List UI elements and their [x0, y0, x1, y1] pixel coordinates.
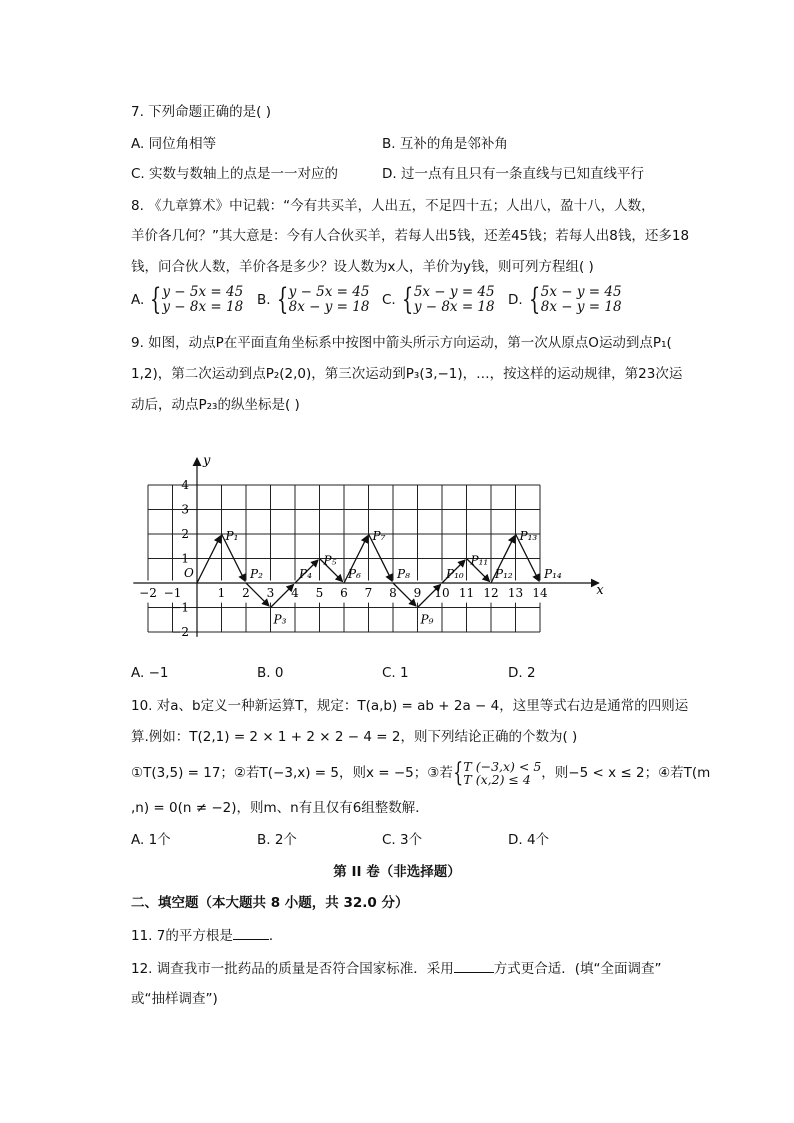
q8-option-c	[382, 282, 495, 317]
point-label: P₂	[250, 567, 263, 581]
q8-option-b	[257, 282, 370, 317]
y-tick-label: −2	[171, 625, 189, 639]
equation-pair	[414, 285, 495, 315]
x-tick-label: 3	[266, 586, 275, 600]
q8-line-1: 8. 《九章算术》中记载：“今有共买羊，人出五，不足四十五；人出八，盈十八，人数，	[131, 198, 655, 214]
point-label: P₆	[348, 567, 361, 581]
q8-option-a	[131, 282, 244, 317]
option-label: C.	[382, 292, 396, 308]
q10-line-3	[131, 760, 710, 786]
q9-option-d: D. 2	[508, 665, 536, 681]
x-tick-label: 2	[242, 586, 250, 600]
q7-option-d: D. 过一点有且只有一条直线与已知直线平行	[382, 166, 644, 182]
part-2-title: 第 II 卷（非选择题）	[333, 864, 461, 880]
x-tick-label: 12	[483, 586, 499, 600]
x-tick-label: 4	[291, 586, 299, 600]
inequality: T (−3,x) < 5	[463, 759, 542, 774]
q9-option-a: A. −1	[131, 665, 169, 681]
x-tick-label: 7	[364, 586, 373, 600]
x-tick-label: 14	[532, 586, 548, 600]
coordinate-figure	[120, 450, 604, 650]
x-tick-label: −1	[163, 586, 182, 600]
inequality-system	[463, 760, 541, 786]
equation: 8x − y = 18	[288, 299, 370, 315]
point-label: P₁₂	[495, 567, 513, 581]
brace-icon: {	[453, 758, 464, 788]
q12-text-end: 方式更合适．(填“全面调查”	[493, 961, 662, 977]
inequality: T (x,2) ≤ 4	[463, 772, 531, 787]
figure-labels	[139, 454, 604, 640]
q12-text: 12. 调查我市一批药品的质量是否符合国家标准．采用	[131, 961, 454, 977]
y-tick-label: 2	[181, 527, 189, 541]
brace-icon: {	[276, 282, 288, 317]
q8-line-2: 羊价各几何？”其大意是：今有人合伙买羊，若每人出5钱，还差45钱；若每人出8钱，还多18	[131, 228, 690, 244]
origin-label: O	[184, 566, 194, 580]
x-tick-label: 13	[507, 586, 524, 600]
equation: y − 5x = 45	[162, 284, 244, 300]
brace-icon: {	[150, 282, 162, 317]
q10-option-c: C. 3个	[382, 832, 423, 848]
point-label: P₁	[225, 529, 239, 543]
q9-option-b: B. 0	[257, 665, 284, 681]
q9-line-3: 动后，动点P₂₃的纵坐标是( )	[131, 397, 300, 413]
equation: y − 8x = 18	[162, 299, 244, 315]
y-tick-label: 3	[181, 502, 189, 517]
y-tick-label: −1	[171, 600, 189, 615]
q7-stem: 7. 下列命题正确的是( )	[131, 104, 271, 120]
equation: 5x − y = 45	[540, 284, 622, 300]
option-label: A.	[131, 292, 145, 308]
point-label: P₈	[397, 567, 410, 581]
point-label: P₉	[420, 612, 434, 627]
equation-pair	[162, 285, 243, 315]
brace-icon: {	[528, 282, 540, 317]
q7-option-b: B. 互补的角是邻补角	[382, 136, 508, 152]
q7-option-c: C. 实数与数轴上的点是一一对应的	[131, 166, 339, 182]
point-label: P₁₄	[544, 567, 562, 581]
q10-statements-part-2: ，则−5 < x ≤ 2；④若T(m	[541, 765, 711, 781]
q10-option-b: B. 2个	[257, 832, 297, 848]
point-label: P₃	[273, 612, 287, 627]
point-label: P₁₁	[470, 553, 489, 568]
equation: 5x − y = 45	[413, 284, 495, 300]
equation: y − 8x = 18	[413, 299, 495, 315]
equation: 8x − y = 18	[540, 299, 622, 315]
q11-end: ．	[268, 928, 283, 944]
option-label: D.	[508, 292, 523, 308]
x-tick-label: 5	[315, 586, 324, 600]
q7-option-a: A. 同位角相等	[131, 136, 217, 152]
equation-pair	[541, 285, 622, 315]
point-label: P₁₀	[446, 567, 464, 581]
y-tick-label: 4	[181, 478, 189, 492]
q11	[131, 925, 282, 946]
q12-line-2: 或“抽样调查”)	[131, 991, 218, 1007]
q10-statements-part-1: ①T(3,5) = 17；②若T(−3,x) = 5，则x = −5；③若	[131, 765, 453, 781]
x-tick-label: 11	[458, 586, 475, 600]
equation-pair	[289, 285, 370, 315]
equation: y − 5x = 45	[288, 284, 370, 300]
q10-line-4: ,n) = 0(n ≠ −2)，则m、n有且仅有6组整数解．	[131, 800, 429, 816]
point-label: P₇	[372, 529, 386, 543]
option-label: B.	[257, 292, 271, 308]
answer-blank[interactable]	[233, 925, 269, 940]
q11-text: 11. 7的平方根是	[131, 928, 233, 944]
brace-icon: {	[401, 282, 413, 317]
q10-option-d: D. 4个	[508, 832, 550, 848]
q8-option-d	[508, 282, 622, 317]
path-arrow	[197, 536, 221, 583]
q10-line-1: 10. 对a、b定义一种新运算T，规定：T(a,b) = ab + 2a − 4，这里等式右边是通常的四则运	[131, 698, 689, 714]
q8-line-3: 钱，问合伙人数，羊价各是多少？设人数为x人，羊价为y钱，则可列方程组( )	[131, 259, 594, 275]
answer-blank[interactable]	[454, 958, 494, 973]
section-2-title: 二、填空题（本大题共 8 小题，共 32.0 分）	[131, 895, 409, 911]
x-tick-label: −2	[139, 586, 157, 600]
q9-option-c: C. 1	[382, 665, 409, 681]
x-tick-label: 10	[434, 586, 450, 600]
point-label: P₁₃	[519, 529, 538, 543]
y-axis-label: y	[203, 453, 211, 469]
q9-line-2: 1,2)，第二次运动到点P₂(2,0)，第三次运动到P₃(3,−1)，…，按这样的运动规律，第23次运	[131, 366, 683, 382]
x-axis-label: x	[596, 583, 604, 598]
q10-option-a: A. 1个	[131, 832, 171, 848]
x-tick-label: 1	[217, 586, 226, 600]
point-label: P₅	[323, 553, 337, 568]
point-label: P₄	[299, 567, 312, 581]
q12-line-1	[131, 958, 662, 979]
q10-line-2: 算.例如：T(2,1) = 2 × 1 + 2 × 2 − 4 = 2，则下列结论正确的个数为( )	[131, 729, 578, 745]
y-tick-label: 1	[181, 551, 189, 566]
x-tick-label: 9	[413, 586, 422, 600]
x-tick-label: 8	[389, 586, 397, 600]
q9-line-1: 9. 如图，动点P在平面直角坐标系中按图中箭头所示方向运动，第一次从原点O运动到点P₁(	[131, 335, 672, 351]
x-tick-label: 6	[340, 586, 348, 600]
